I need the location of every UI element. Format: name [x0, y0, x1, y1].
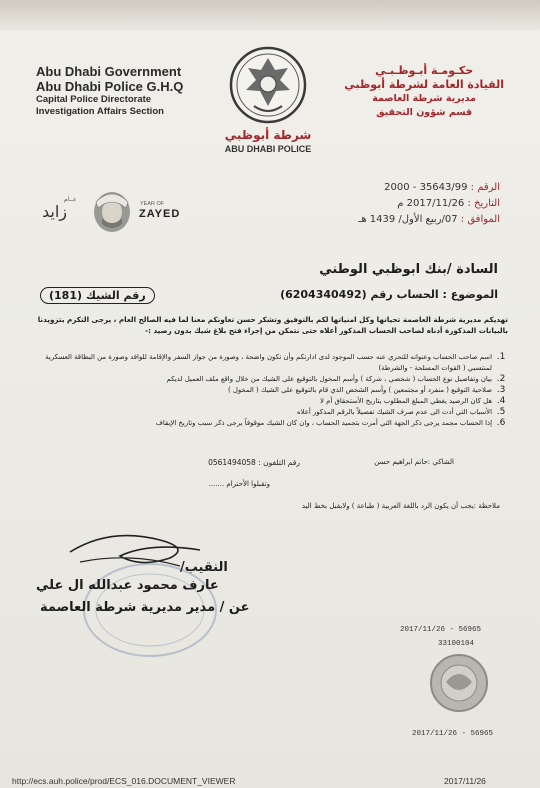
reference-number-value: 35643/99 - 2000	[384, 182, 468, 193]
print-footer-url: http://ecs.auh.police/prod/ECS_016.DOCUMENT_VIEWER	[12, 776, 236, 786]
letterhead-ar-directorate: مديرية شرطة العاصمة	[372, 93, 477, 104]
list-item-number: 6.	[496, 418, 506, 428]
list-item	[28, 396, 510, 407]
list-item	[28, 418, 510, 429]
phone-value: 0561494058	[208, 458, 256, 467]
letterhead-ar-government: حكـومـة أبـوظـبـي	[375, 64, 474, 77]
reference-number-label: الرقم :	[470, 182, 500, 193]
subject-label: الموضوع :	[442, 288, 498, 301]
list-item-number: 5.	[496, 407, 506, 417]
reference-date-value: 2017/11/26 م	[397, 198, 465, 209]
signatory-name: عارف محمود عبدالله ال علي	[36, 578, 219, 593]
list-item-number: 3.	[496, 385, 506, 395]
reference-date-label: التاريخ :	[467, 198, 500, 209]
list-item-number: 2.	[496, 374, 506, 384]
letterhead-ar-ghq: القيادة العامة لشرطة أبوظبي	[344, 78, 504, 91]
closing-regards: وتقبلوا الأحترام .......	[208, 480, 270, 488]
arabic-letterhead	[344, 64, 504, 120]
phone-number	[208, 458, 300, 467]
response-note: ملاحظة :يجب أن يكون الرد باللغة العربية ( طباعة ) ولايقبل بخط اليد	[301, 502, 500, 510]
list-item-text: صلاحية التوقيع ( منفرد أو مجتمعين ) وأسم الشخص الذي قام بالتوقيع على الشيك ( المخول )	[227, 386, 492, 394]
footer-ref-2: 33100104	[438, 640, 475, 648]
request-items-list	[28, 352, 510, 429]
letter-intro: تهديكم مديرية شرطة العاصمة تحياتها وكل امنياتها لكم بالتوفيق وتشكر حسن تعاونكم معنا لما فيه الصالح العام ، يرجى التكرم بتزويدنا بالبيانات المذكورة أدناه لصاحب الحساب المذكور أعلاه حتى نتمكن من إجراء فتح بلاغ شيك بدون رصيد :-	[37, 315, 508, 335]
reference-hijri-value: 07/ربيع الأول/ 1439 هـ	[358, 214, 458, 225]
page-fold-shadow	[0, 0, 540, 30]
list-item-text: الأسباب التي أدت الى عدم صرف الشيك تفصيلاً بالرقم المذكور أعلاه	[297, 408, 492, 416]
police-name-english: ABU DHABI POLICE	[224, 144, 312, 154]
police-name-arabic: شرطة أبوظبي	[224, 128, 312, 142]
reference-number	[384, 182, 500, 193]
subject-cheque-number: رقم الشيك (181)	[40, 287, 155, 304]
list-item-text: اسم صاحب الحساب وعنوانه للتحري عنه حسب الموجود لدى ادارتكم وأن تكون واضحة ، وصورة من جواز السفر والإقامة للوافد وصورة من البطاقة العسكرية لمنتسبي ( القوات المسلحة - والشرطة)	[45, 353, 492, 372]
letterhead-ar-section: قسم شؤون التحقيق	[376, 107, 473, 118]
signatory-rank: النقيب/	[180, 560, 228, 575]
print-footer-date: 2017/11/26	[444, 776, 486, 786]
footer-ref-1: 2017/11/26 - 56965	[400, 626, 482, 634]
zayed-portrait-icon	[90, 188, 134, 234]
year-label-arabic: عــام	[64, 196, 77, 203]
list-item-text: هل كان الرصيد يغطي المبلغ المطلوب بتاريخ الأستحقاق أم لا	[320, 397, 492, 405]
seal-stamp-icon	[428, 652, 490, 714]
letterhead-directorate: Capital Police Directorate	[36, 94, 152, 105]
subject-account: الحساب رقم (6204340492)	[280, 288, 439, 301]
list-item	[28, 352, 510, 374]
list-item-text: بيان وتفاصيل نوع الحساب ( شخصي ، شركة ) وأسم المخول بالتوقيع على الشيك من خلال واقع ملف العميل لديكم	[166, 375, 492, 383]
english-letterhead	[36, 64, 183, 118]
list-item	[28, 374, 510, 385]
year-of-label: YEAR OF	[140, 201, 165, 207]
signatory-role: عن / مدير مديرية شرطة العاصمة	[40, 600, 250, 615]
footer-ref-3: 2017/11/26 - 56965	[412, 730, 494, 738]
zayed-english: ZAYED	[139, 208, 181, 220]
complainant-name: الشاكي :حاتم ابراهيم حسن	[374, 458, 454, 466]
addressee: السادة /بنك ابوظبي الوطني	[319, 262, 498, 277]
list-item-number: 1.	[496, 352, 506, 362]
letterhead-government: Abu Dhabi Government	[36, 64, 182, 79]
phone-label: رقم التلفون :	[258, 458, 300, 467]
list-item-number: 4.	[496, 396, 506, 406]
zayed-arabic: زايد	[42, 202, 68, 221]
letterhead-ghq: Abu Dhabi Police G.H.Q	[36, 79, 184, 94]
list-item	[28, 385, 510, 396]
reference-hijri-date	[358, 214, 500, 225]
subject-line	[280, 288, 498, 301]
list-item-text: إذا الحساب مجمد يرجى ذكر الجهة التي أمرت بتجميد الحساب ، وان كان الشيك موقوفاً يرجى ذكر سبب وتاريخ الإيقاف	[155, 419, 492, 427]
reference-hijri-label: الموافق :	[460, 214, 500, 225]
letterhead-section: Investigation Affairs Section	[36, 106, 164, 117]
police-emblem-icon	[228, 44, 308, 126]
reference-date	[397, 198, 500, 209]
list-item	[28, 407, 510, 418]
